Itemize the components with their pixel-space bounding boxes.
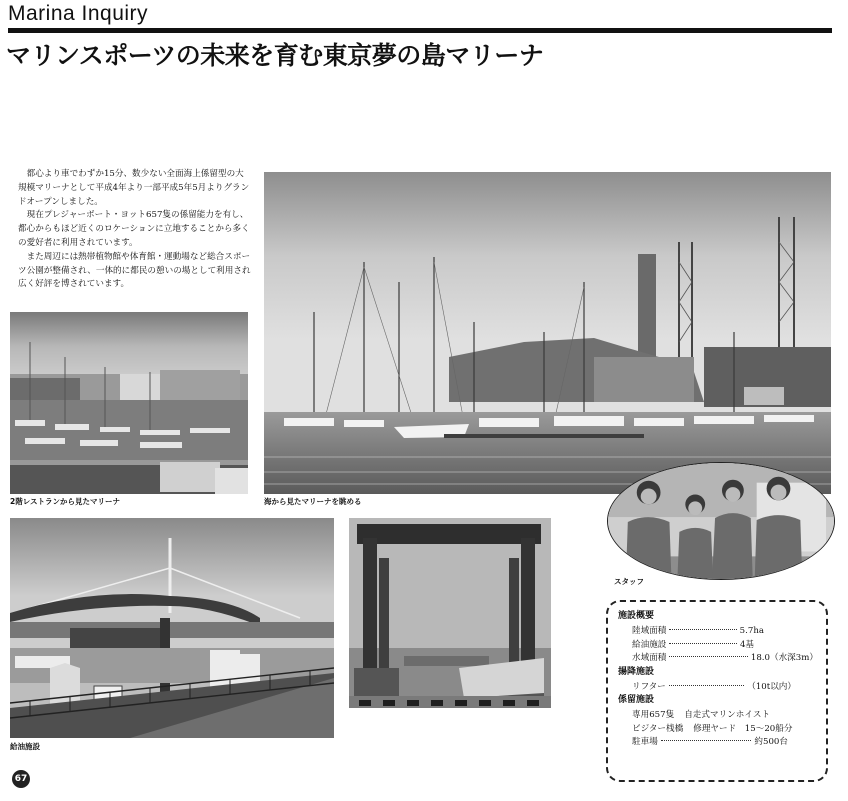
- leader-dots: [669, 643, 737, 644]
- intro-paragraph-2: 現在プレジャーボート・ヨット657隻の係留能力を有し、都心からもほど近くのロケーションに立地することから多くの愛好者に利用されています。: [18, 210, 250, 248]
- facility-row-parking: [618, 736, 818, 750]
- facility-row-land-area: [618, 625, 818, 639]
- staff-caption: スタッフ: [614, 577, 644, 586]
- header-rule: [8, 28, 832, 33]
- facility-row-fuel: [618, 639, 818, 653]
- facility-label: 駐車場: [632, 737, 658, 747]
- facility-row-dedicated: [618, 709, 818, 723]
- facility-row-lifter: [618, 681, 818, 695]
- page-title: マリンスポーツの未来を育む東京夢の島マリーナ: [6, 41, 544, 70]
- leader-dots: [661, 740, 752, 741]
- leader-dots: [669, 685, 744, 686]
- intro-paragraph-3: また周辺には熱帯植物館や体育館・運動場など総合スポーツ公園が整備され、一体的に都民の憩いの場として利用され広く好評を博されています。: [18, 251, 251, 290]
- leader-dots: [669, 656, 747, 657]
- facility-row-water-area: [618, 652, 818, 666]
- staff-photo: [607, 462, 835, 580]
- fuel-facility-photo: [10, 518, 334, 738]
- sea-view-caption: 海から見たマリーナを眺める: [264, 497, 362, 506]
- intro-text: [18, 168, 252, 292]
- overview-heading: 施設概要: [618, 611, 655, 621]
- section-label: Marina Inquiry: [8, 2, 149, 25]
- facility-label: リフター: [632, 681, 666, 692]
- restaurant-view-photo: [10, 312, 248, 494]
- leader-dots: [669, 629, 736, 630]
- page-number: 67: [12, 770, 30, 788]
- restaurant-view-caption: 2階レストランから見たマリーナ: [10, 497, 120, 506]
- facility-value: 約500台: [754, 737, 788, 747]
- facility-value: （10t以内）: [747, 681, 796, 692]
- facility-label: 給油施設: [632, 639, 667, 650]
- facility-value: 5.7ha: [739, 626, 764, 636]
- fuel-facility-caption: 給油施設: [10, 742, 40, 751]
- facility-value: 修理ヤード 15～20船分: [693, 723, 793, 734]
- intro-paragraph-1: 都心より車でわずか15分、数少ない全面海上係留型の大規模マリーナとして平成4年より一部平成5年5月よりグランドオープンしました。: [18, 169, 250, 207]
- boat-lift-photo: [349, 518, 551, 708]
- launch-heading: 揚降施設: [618, 666, 655, 677]
- facility-label: 専用657隻: [632, 710, 675, 720]
- facility-label: 水域面積: [632, 653, 667, 663]
- facility-value: 4基: [739, 639, 754, 650]
- facility-row-visitor: [618, 723, 818, 737]
- mooring-heading: 係留施設: [618, 695, 655, 705]
- facility-label: ビジター桟橋: [632, 723, 684, 734]
- facility-label: 陸域面積: [632, 626, 667, 636]
- facilities-info-box: [606, 600, 828, 782]
- facility-value: 18.0（水深3m）: [750, 653, 818, 663]
- sea-view-photo: [264, 172, 831, 494]
- facility-value: 自走式マリンホイスト: [684, 710, 771, 720]
